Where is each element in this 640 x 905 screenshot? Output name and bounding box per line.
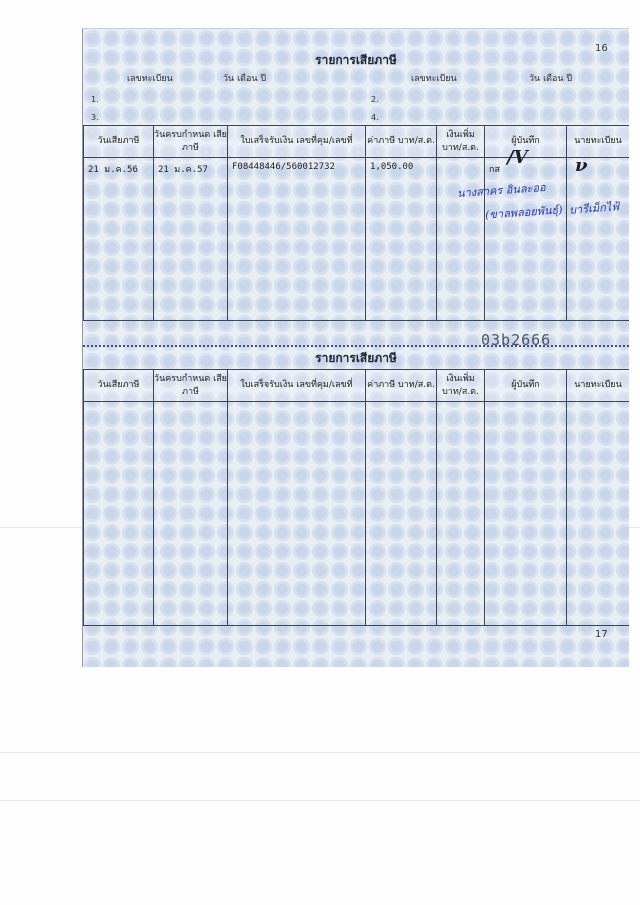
- cell-paid-date: 21 ม.ค.56: [84, 158, 154, 321]
- col-header-recorder: ผู้บันทึก: [485, 370, 567, 402]
- cell-empty: [366, 402, 437, 626]
- page-number-bottom: 17: [595, 629, 608, 640]
- header-label-registration-1: เลขทะเบียน: [127, 74, 173, 84]
- tax-list-title-top: รายการเสียภาษี: [315, 53, 397, 67]
- registration-book-page: [82, 28, 629, 667]
- col-header-paid-date: วันเสียภาษี: [84, 370, 154, 402]
- scan-artifact-line: [0, 800, 640, 801]
- tax-table-top: [83, 125, 629, 321]
- table-row: [84, 402, 630, 626]
- row-number-3: 3.: [91, 113, 99, 122]
- col-header-extra: เงินเพิ่ม บาท/ส.ต.: [437, 126, 485, 158]
- table-row: [84, 158, 630, 321]
- cell-empty: [567, 402, 630, 626]
- col-header-extra: เงินเพิ่ม บาท/ส.ต.: [437, 370, 485, 402]
- table-header-row: [84, 126, 630, 158]
- page-number-top: 16: [595, 43, 608, 54]
- header-label-date-2: วัน เดือน ปี: [529, 74, 573, 84]
- cell-due-date: 21 ม.ค.57: [154, 158, 228, 321]
- registrar-signature: ν: [575, 155, 588, 176]
- cell-registrar: [567, 158, 630, 321]
- row-number-1: 1.: [91, 95, 99, 104]
- tax-list-title-bottom: รายการเสียภาษี: [315, 351, 397, 365]
- cell-receipt: F08448446/560012732: [228, 158, 366, 321]
- cell-empty: [437, 402, 485, 626]
- header-label-registration-2: เลขทะเบียน: [411, 74, 457, 84]
- handwritten-recorder-name: นางสาคร อินละออ: [456, 180, 547, 201]
- col-header-due-date: วันครบกำหนด เสียภาษี: [154, 370, 228, 402]
- row-number-4: 4.: [371, 113, 379, 122]
- cell-empty: [154, 402, 228, 626]
- col-header-receipt: ใบเสร็จรับเงิน เลขที่คุม/เลขที่: [228, 126, 366, 158]
- col-header-registrar: นายทะเบียน: [567, 370, 630, 402]
- col-header-receipt: ใบเสร็จรับเงิน เลขที่คุม/เลขที่: [228, 370, 366, 402]
- row-number-2: 2.: [371, 95, 379, 104]
- serial-number: 03b2666: [481, 331, 552, 349]
- tax-table-bottom: [83, 369, 629, 626]
- col-header-registrar: นายทะเบียน: [567, 126, 630, 158]
- handwritten-registrar-name: บารีเม็กไฟ้: [568, 200, 620, 217]
- cell-tax: 1,050.00: [366, 158, 437, 321]
- cell-empty: [485, 402, 567, 626]
- col-header-recorder: ผู้บันทึก: [485, 126, 567, 158]
- cell-recorder: กส: [485, 158, 567, 321]
- col-header-due-date: วันครบกำหนด เสียภาษี: [154, 126, 228, 158]
- scan-artifact-line: [0, 752, 640, 753]
- recorder-signature: /V: [507, 147, 528, 168]
- cell-empty: [84, 402, 154, 626]
- col-header-paid-date: วันเสียภาษี: [84, 126, 154, 158]
- col-header-tax: ค่าภาษี บาท/ส.ต.: [366, 126, 437, 158]
- handwritten-recorder-title: (ขาลพลอยพันธุ์): [484, 203, 563, 222]
- cell-empty: [228, 402, 366, 626]
- col-header-tax: ค่าภาษี บาท/ส.ต.: [366, 370, 437, 402]
- header-label-date-1: วัน เดือน ปี: [223, 74, 267, 84]
- table-header-row: [84, 370, 630, 402]
